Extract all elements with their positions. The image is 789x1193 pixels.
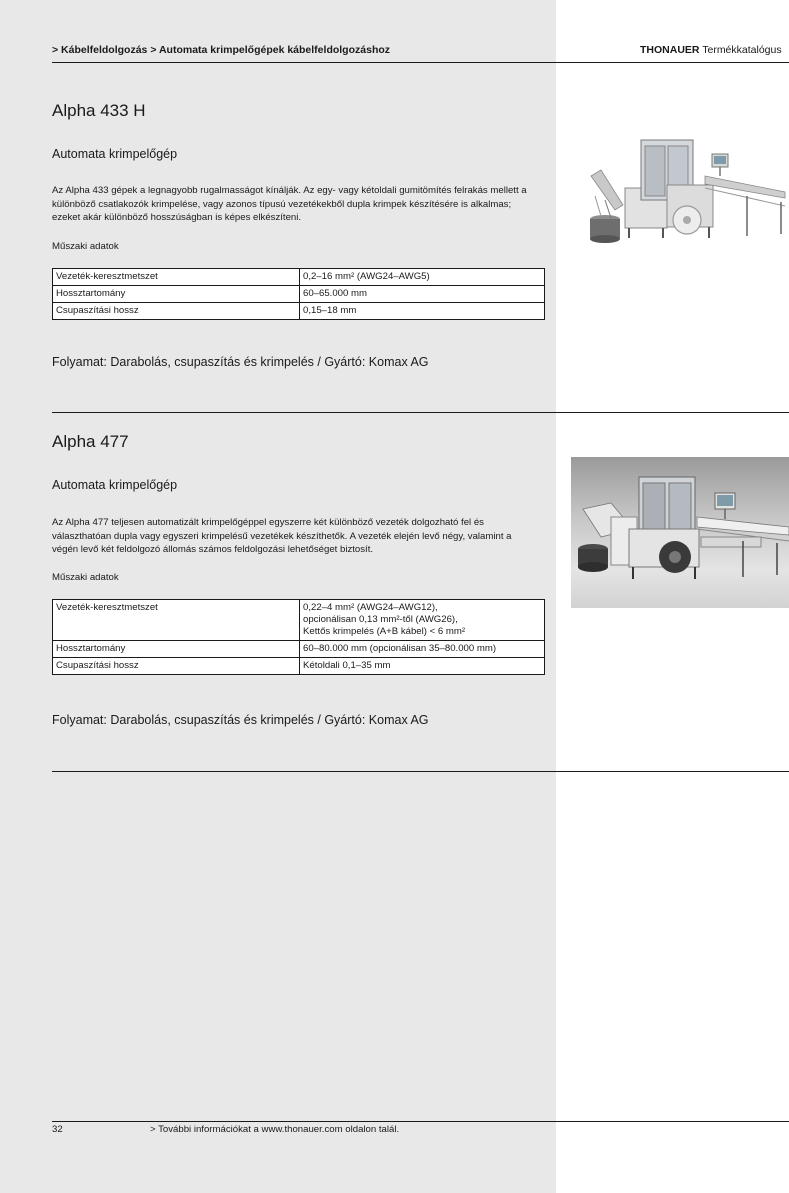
product-description: Az Alpha 433 gépek a legnagyobb rugalmasságot kínálják. Az egy- vagy kétoldali gumitömítés felrakás mellett a különböző csatlakozók krimpelése, vagy azonos típusú vezetékekből dupla krimpek készítésére is alkalmas; ezeket akár különböző hosszúságban is képes elkészíteni. — [52, 185, 527, 223]
spec-key: Vezeték-keresztmetszet — [53, 269, 300, 286]
table-row — [53, 286, 545, 303]
product-title: Alpha 477 — [52, 432, 129, 451]
spec-value: 0,15–18 mm — [300, 303, 545, 320]
table-row — [53, 658, 545, 675]
spec-value-line: opcionálisan 0,13 mm²-től (AWG26), — [303, 614, 458, 625]
process-info: Folyamat: Darabolás, csupaszítás és krimpelés / Gyártó: Komax AG — [52, 713, 429, 727]
crimping-machine-image — [571, 457, 789, 608]
crimping-machine-image — [571, 130, 789, 245]
product-description: Az Alpha 477 teljesen automatizált krimpelőgéppel egyszerre két különböző vezeték dolgozható fel és választhatóan dupla vagy egyszeri krimpelésű vezetékek készíthetők. A vezeték elején levő négy, valamint a végén levő két feldolgozó állomás számos feldolgozási lehetőséget biztosít. — [52, 517, 512, 555]
table-row — [53, 303, 545, 320]
spec-key: Hossztartomány — [53, 641, 300, 658]
table-row — [53, 600, 545, 641]
spec-key: Vezeték-keresztmetszet — [53, 600, 300, 641]
spec-key: Csupaszítási hossz — [53, 658, 300, 675]
brand-catalog-label: Termékkatalógus — [699, 44, 782, 56]
spec-value: Kétoldali 0,1–35 mm — [300, 658, 545, 675]
spec-value-line: 0,22–4 mm² (AWG24–AWG12), — [303, 602, 438, 613]
product-subtitle: Automata krimpelőgép — [52, 147, 178, 161]
brand-name: THONAUER — [640, 44, 700, 56]
spec-key: Hossztartomány — [53, 286, 300, 303]
specs-table — [52, 599, 545, 675]
spec-value: 0,2–16 mm² (AWG24–AWG5) — [300, 269, 545, 286]
spec-value-line: Kettős krimpelés (A+B kábel) < 6 mm² — [303, 626, 466, 637]
specs-label: Műszaki adatok — [52, 241, 119, 252]
breadcrumb: > Kábelfeldolgozás > Automata krimpelőgépek kábelfeldolgozáshoz — [52, 44, 391, 56]
product-title: Alpha 433 H — [52, 101, 146, 120]
brand-header — [640, 44, 782, 56]
process-info: Folyamat: Darabolás, csupaszítás és krimpelés / Gyártó: Komax AG — [52, 355, 429, 369]
spec-value: 60–80.000 mm (opcionálisan 35–80.000 mm) — [300, 641, 545, 658]
footer-info-link: > További információkat a www.thonauer.com oldalon talál. — [150, 1124, 400, 1135]
table-row — [53, 269, 545, 286]
spec-key: Csupaszítási hossz — [53, 303, 300, 320]
machine-photo — [571, 130, 789, 245]
section-rule — [52, 771, 789, 772]
header-rule — [52, 62, 789, 63]
spec-value — [300, 600, 545, 641]
footer-rule — [52, 1121, 789, 1122]
section-rule — [52, 412, 789, 413]
specs-label: Műszaki adatok — [52, 572, 119, 583]
table-row — [53, 641, 545, 658]
spec-value: 60–65.000 mm — [300, 286, 545, 303]
page-number: 32 — [52, 1124, 63, 1135]
specs-table — [52, 268, 545, 320]
machine-photo — [571, 457, 789, 608]
product-subtitle: Automata krimpelőgép — [52, 478, 178, 492]
